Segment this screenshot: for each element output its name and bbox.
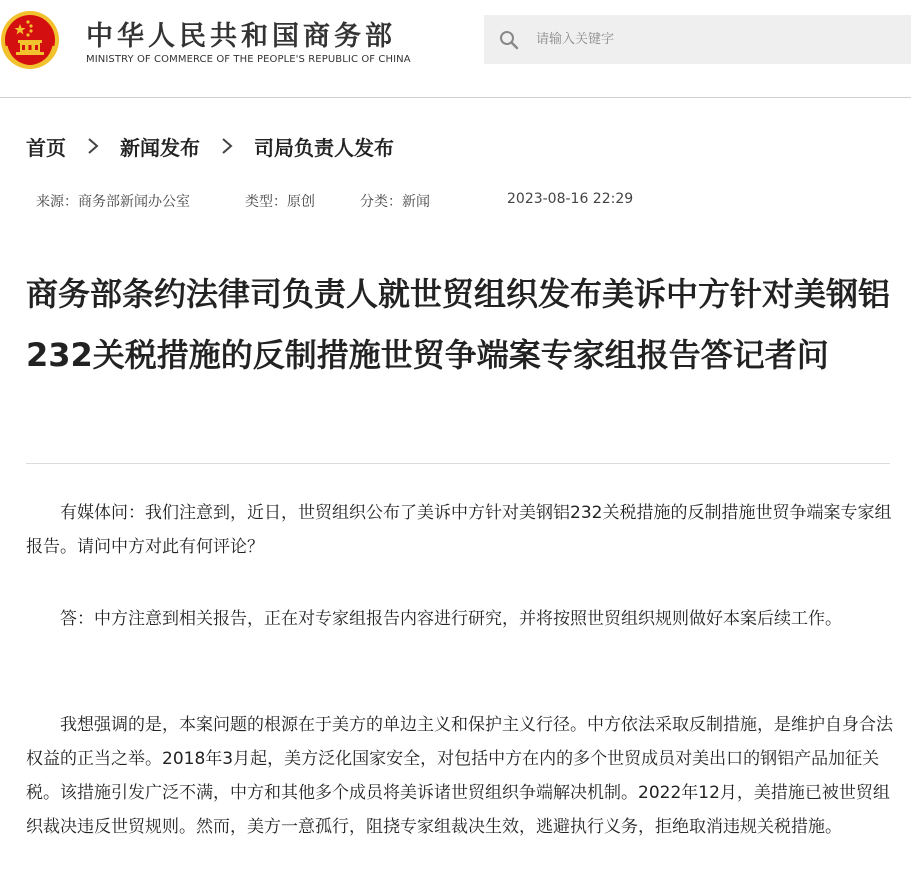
site-header [0, 0, 911, 98]
article-paragraph: 答：中方注意到相关报告，正在对专家组报告内容进行研究，并将按照世贸组织规则做好本案后续工作。 [60, 609, 842, 629]
national-emblem-logo[interactable] [0, 10, 60, 70]
breadcrumb-news-link[interactable]: 新闻发布 [120, 135, 200, 160]
breadcrumb-home-link[interactable]: 首页 [26, 135, 66, 160]
article-paragraph: 我想强调的是，本案问题的根源在于美方的单边主义和保护主义行径。中方依法采取反制措施，是维护自身合法权益的正当之举。2018年3月起，美方泛化国家安全，对包括中方在内的多个世贸成员对美出口的钢铝产品加征关税。该措施引发广泛不满，中方和其他多个成员将美诉诸世贸组织争端解决机制。2022年12月，美措施已被世贸组织裁决违反世贸规则。然而，美方一意孤行，阻挠专家组裁决生效，逃避执行义务，拒绝取消违规关税措施。 [26, 715, 893, 837]
breadcrumb-current-link[interactable]: 司局负责人发布 [254, 135, 394, 160]
article-paragraph: 有媒体问：我们注意到，近日，世贸组织公布了美诉中方针对美钢铝232关税措施的反制措施世贸争端案专家组报告。请问中方对此有何评论？ [26, 503, 892, 557]
meta-source: 来源：商务部新闻办公室 [36, 194, 190, 210]
search-icon[interactable] [499, 30, 519, 50]
article-title: 商务部条约法律司负责人就世贸组织发布美诉中方针对美钢铝232关税措施的反制措施世贸争端案专家组报告答记者问 [26, 275, 891, 374]
breadcrumb [26, 131, 394, 161]
title-divider [26, 463, 890, 464]
search-input[interactable] [536, 28, 896, 50]
chevron-right-icon [216, 136, 238, 156]
site-name-english: MINISTRY OF COMMERCE OF THE PEOPLE'S REPUBLIC OF CHINA [86, 54, 411, 65]
site-name-chinese: 中华人民共和国商务部 [86, 21, 396, 52]
meta-category: 分类：新闻 [360, 194, 430, 210]
meta-type: 类型：原创 [245, 194, 315, 210]
chevron-right-icon [82, 136, 104, 156]
meta-datetime: 2023-08-16 22:29 [507, 191, 634, 207]
